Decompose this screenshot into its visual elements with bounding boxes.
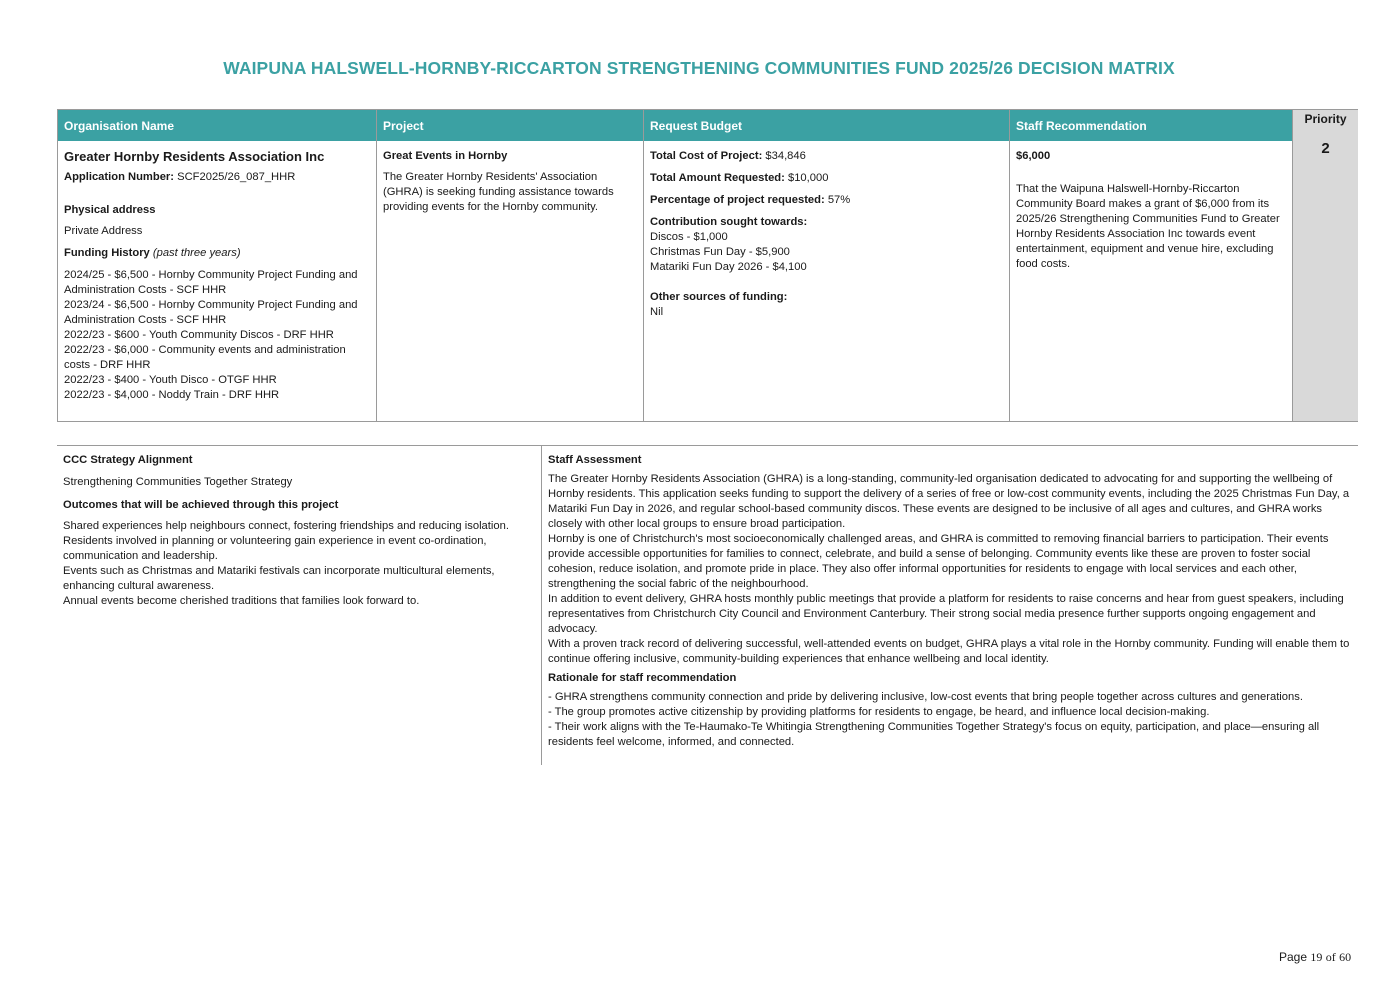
project-name: Great Events in Hornby bbox=[383, 150, 508, 162]
project-column bbox=[376, 110, 643, 421]
outcomes-label: Outcomes that will be achieved through this project bbox=[63, 499, 339, 511]
other-funding-value: Nil bbox=[650, 306, 664, 318]
organisation-name: Greater Hornby Residents Association Inc bbox=[64, 149, 325, 164]
amount-requested-label: Total Amount Requested: bbox=[650, 172, 785, 184]
page-of: of bbox=[1325, 950, 1336, 964]
outcomes-list bbox=[63, 519, 535, 609]
percentage-row bbox=[650, 193, 1003, 208]
priority-column bbox=[1292, 110, 1358, 421]
list-item: - GHRA strengthens community connection and pride by delivering inclusive, low-cost events that bring people together across cultures and generations. bbox=[548, 691, 1303, 703]
list-item: 2022/23 - $6,000 - Community events and administration costs - DRF HHR bbox=[64, 344, 346, 371]
recommendation-column bbox=[1009, 110, 1292, 421]
page-current: 19 bbox=[1310, 950, 1323, 964]
assessment-paragraph: Hornby is one of Christchurch's most socioeconomically challenged areas, and GHRA is committed to removing financial barriers to participation. Their events provide accessible opportunities for families to connect, celebrate, and build a sense of belonging. Community events like these are proven to foster social cohesion, reduce isolation, and promote pride in place. They also offer informal opportunities for residents to engage with local services and each other, strengthening the social fabric of the neighbourhood. bbox=[548, 533, 1329, 590]
page-label: Page bbox=[1279, 950, 1308, 964]
decision-matrix-table bbox=[57, 109, 1358, 422]
funding-history-list bbox=[64, 268, 370, 403]
strategy-label: CCC Strategy Alignment bbox=[63, 454, 193, 466]
total-cost-row bbox=[650, 149, 1003, 164]
list-item: Discos - $1,000 bbox=[650, 231, 728, 243]
percentage-label: Percentage of project requested: bbox=[650, 194, 825, 206]
application-number: SCF2025/26_087_HHR bbox=[177, 171, 296, 183]
list-item: 2024/25 - $6,500 - Hornby Community Project Funding and Administration Costs - SCF HHR bbox=[64, 269, 358, 296]
assessment-label: Staff Assessment bbox=[548, 454, 642, 466]
recommendation-header: Staff Recommendation bbox=[1010, 110, 1292, 141]
list-item: - The group promotes active citizenship by providing platforms for residents to engage, be heard, and influence local decision-making. bbox=[548, 706, 1210, 718]
assessment-paragraph: With a proven track record of delivering successful, well-attended events on budget, GHRA plays a vital role in the Hornby community. Funding will enable them to continue offering inclusive, community-building experiences that enhance wellbeing and local identity. bbox=[548, 638, 1350, 665]
list-item: 2022/23 - $4,000 - Noddy Train - DRF HHR bbox=[64, 389, 280, 401]
list-item: Matariki Fun Day 2026 - $4,100 bbox=[650, 261, 807, 273]
list-item: 2023/24 - $6,500 - Hornby Community Project Funding and Administration Costs - SCF HHR bbox=[64, 299, 358, 326]
assessment-section bbox=[548, 453, 1353, 750]
project-header: Project bbox=[377, 110, 643, 141]
strategy-value: Strengthening Communities Together Strategy bbox=[63, 476, 293, 488]
list-item: Residents involved in planning or volunteering gain experience in event co-ordination, communication and leadership. bbox=[63, 535, 487, 562]
application-number-label: Application Number: bbox=[64, 171, 175, 183]
list-item: Annual events become cherished traditions that families look forward to. bbox=[63, 595, 420, 607]
strategy-section bbox=[63, 453, 535, 609]
priority-header: Priority bbox=[1304, 112, 1347, 126]
column-divider bbox=[541, 446, 542, 765]
assessment-paragraph: In addition to event delivery, GHRA hosts monthly public meetings that provide a platform for residents to raise concerns and hear from guest speakers, including representatives from Christchurch City Council and Environment Canterbury. Their strong social media presence further supports ongoing engagement and advocacy. bbox=[548, 593, 1344, 635]
page-number bbox=[1279, 950, 1351, 965]
list-item: Christmas Fun Day - $5,900 bbox=[650, 246, 790, 258]
rationale-list bbox=[548, 690, 1353, 750]
funding-history-heading bbox=[64, 246, 370, 261]
project-description: The Greater Hornby Residents' Association (GHRA) is seeking funding assistance towards providing events for the Hornby community. bbox=[383, 171, 614, 213]
list-item: 2022/23 - $400 - Youth Disco - OTGF HHR bbox=[64, 374, 277, 386]
application-number-row bbox=[64, 170, 370, 185]
recommendation-amount: $6,000 bbox=[1016, 150, 1051, 162]
contribution-label: Contribution sought towards: bbox=[650, 216, 808, 228]
list-item: Shared experiences help neighbours connect, fostering friendships and reducing isolation. bbox=[63, 520, 509, 532]
total-cost-value: $34,846 bbox=[765, 150, 806, 162]
address-value: Private Address bbox=[64, 225, 143, 237]
amount-requested-row bbox=[650, 171, 1003, 186]
assessment-paragraph: The Greater Hornby Residents Association (GHRA) is a long-standing, community-led organisation dedicated to advocating for and supporting the wellbeing of Hornby residents. This application seeks funding to support the delivery of a series of free or low-cost community events, including the 2025 Christmas Fun Day, a Matariki Fun Day in 2026, and regular school-based community discos. These events are designed to be inclusive of all ages and cultures, and GHRA works closely with other local groups to ensure broad participation. bbox=[548, 473, 1350, 530]
address-label: Physical address bbox=[64, 204, 156, 216]
page-total: 60 bbox=[1339, 950, 1352, 964]
list-item: - Their work aligns with the Te-Haumako-Te Whitingia Strengthening Communities Together Strategy's focus on equity, participation, and place—ensuring all residents feel welcome, informed, and connected. bbox=[548, 721, 1320, 748]
funding-history-note: (past three years) bbox=[152, 247, 241, 259]
contribution-list bbox=[650, 230, 1003, 275]
recommendation-text: That the Waipuna Halswell-Hornby-Riccarton Community Board makes a grant of $6,000 from its 2025/26 Strengthening Communities Fund to Greater Hornby Residents Association Inc towards event entertainment, equipment and venue hire, excluding food costs. bbox=[1016, 183, 1280, 270]
priority-value: 2 bbox=[1321, 140, 1330, 157]
page-title: WAIPUNA HALSWELL-HORNBY-RICCARTON STRENGTHENING COMMUNITIES FUND 2025/26 DECISION MATRIX bbox=[223, 58, 1175, 78]
percentage-value: 57% bbox=[827, 194, 851, 206]
organisation-header: Organisation Name bbox=[58, 110, 376, 141]
organisation-column bbox=[58, 110, 376, 421]
amount-requested-value: $10,000 bbox=[787, 172, 829, 184]
rationale-label: Rationale for staff recommendation bbox=[548, 672, 737, 684]
total-cost-label: Total Cost of Project: bbox=[650, 150, 763, 162]
list-item: 2022/23 - $600 - Youth Community Discos - DRF HHR bbox=[64, 329, 334, 341]
funding-history-label: Funding History bbox=[64, 247, 150, 259]
budget-header: Request Budget bbox=[644, 110, 1009, 141]
list-item: Events such as Christmas and Matariki festivals can incorporate multicultural elements, enhancing cultural awareness. bbox=[63, 565, 495, 592]
section-divider bbox=[57, 445, 1358, 446]
budget-column bbox=[643, 110, 1009, 421]
other-funding-label: Other sources of funding: bbox=[650, 291, 788, 303]
